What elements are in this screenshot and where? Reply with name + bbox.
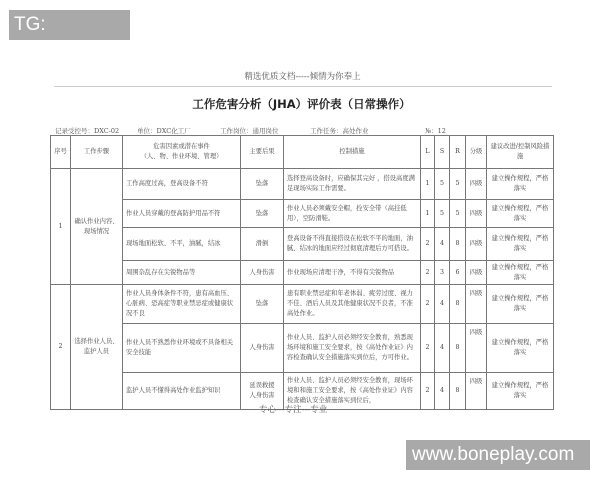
risk-grade: 四级 xyxy=(466,228,487,261)
watermark-top: TG: MYYJJPP xyxy=(9,10,130,40)
consequence: 坠落 xyxy=(241,285,284,324)
risk-grade: 四级 xyxy=(466,285,487,324)
control-measure: 作业人员必须戴安全帽，拴安全带（高挂低用），空防滑鞋。 xyxy=(284,200,421,228)
suggestion: 建立操作规程，严格落实 xyxy=(487,373,554,410)
table-row xyxy=(51,200,554,228)
suggestion: 建立操作规程，严格落实 xyxy=(487,285,554,324)
jha-table xyxy=(50,135,554,410)
likelihood: 2 xyxy=(421,373,435,410)
severity: 4 xyxy=(435,285,450,324)
severity: 4 xyxy=(435,324,450,373)
consequence: 坠落 xyxy=(241,169,284,200)
watermark-bottom: www.boneplay.com xyxy=(406,440,590,470)
risk: 5 xyxy=(450,200,466,228)
table-row xyxy=(51,285,554,324)
likelihood: 2 xyxy=(421,285,435,324)
risk: 6 xyxy=(450,261,466,285)
document-header-line: 精选优质文档-----倾情为你奉上 xyxy=(244,72,361,82)
row-number: 2 xyxy=(51,285,71,410)
likelihood: 2 xyxy=(421,228,435,261)
header-col-grade: 分级 xyxy=(466,136,487,169)
likelihood: 1 xyxy=(421,169,435,200)
unit: 单位：DXC化工厂 xyxy=(137,127,191,135)
page-title: 工作危害分析（JHA）评价表（日常操作） xyxy=(192,97,411,111)
risk-grade: 四级 xyxy=(466,169,487,200)
suggestion: 建立操作规程，严格落实 xyxy=(487,228,554,261)
sheet-number: №：12 xyxy=(425,127,446,135)
control-measure: 登高设备不得直接搭设在松软不平的地面，油腻、结冰的地面应经过彻底清理后方可搭设。 xyxy=(284,228,421,261)
control-measure: 作业现场应清理干净，不得有尖锐物品 xyxy=(284,261,421,285)
risk-grade: 四级 xyxy=(466,324,487,373)
consequence: 人身伤害 xyxy=(241,261,284,285)
header-col-step: 工作步骤 xyxy=(71,136,123,169)
control-measure: 患有职业禁忌症和年老体弱、疲劳过度、视力不佳、酒后人员及其他健康状况不良者，不准高处作业。 xyxy=(284,285,421,324)
table-row xyxy=(51,169,554,200)
table-row xyxy=(51,261,554,285)
risk-grade: 四级 xyxy=(466,373,487,410)
document-footer: 专心---专注---专业 xyxy=(259,405,328,415)
header-col-r: R xyxy=(450,136,466,169)
table-row xyxy=(51,228,554,261)
consequence: 人身伤害 xyxy=(241,324,284,373)
risk-grade: 四级 xyxy=(466,261,487,285)
severity: 5 xyxy=(435,200,450,228)
row-number: 1 xyxy=(51,169,71,285)
severity: 4 xyxy=(435,228,450,261)
hazard: 监护人员不懂得高处作业监护知识 xyxy=(123,373,241,410)
risk: 8 xyxy=(450,373,466,410)
control-measure: 作业人员、监护人员必须经安全教育，熟悉现场环境和施工安全要求，按《高处作业证》内容检查确认安全措施落实到位后，方可作业。 xyxy=(284,324,421,373)
likelihood: 1 xyxy=(421,200,435,228)
work-step: 选择作业人员、监护人员 xyxy=(71,285,123,410)
header-col-consequence: 主要后果 xyxy=(241,136,284,169)
control-measure: 选择登高设备时，应确保其完好 ，搭设高度满足现场实际工作需要。 xyxy=(284,169,421,200)
header-col-control: 控制措施 xyxy=(284,136,421,169)
severity: 5 xyxy=(435,169,450,200)
header-col-s: S xyxy=(435,136,450,169)
risk: 8 xyxy=(450,228,466,261)
likelihood: 2 xyxy=(421,261,435,285)
hazard: 现场地面松软、不平，油腻，结冰 xyxy=(123,228,241,261)
header-col-hazard: 危害因素或潜在事件 （人、物、作业环境、管理） xyxy=(123,136,241,169)
suggestion: 建立操作规程，严格落实 xyxy=(487,324,554,373)
suggestion: 建立操作规程，严格落实 xyxy=(487,200,554,228)
risk: 8 xyxy=(450,285,466,324)
consequence: 滑倒 xyxy=(241,228,284,261)
header-col-l: L xyxy=(421,136,435,169)
likelihood: 2 xyxy=(421,324,435,373)
hazard: 作业人员身体条件不符，患有高血压、心脏病、恐高症等职业禁忌症或健康状况不良 xyxy=(123,285,241,324)
record-number: 记录受控号：DXC-02 xyxy=(55,127,120,135)
header-divider xyxy=(54,86,552,87)
hazard: 周围杂乱存在尖锐物品等 xyxy=(123,261,241,285)
consequence: 延误救援 人身伤害 xyxy=(241,373,284,410)
header-col-no: 序号 xyxy=(51,136,71,169)
risk: 8 xyxy=(450,324,466,373)
hazard: 作业人员不熟悉作业环境或不具备相关安全技能 xyxy=(123,324,241,373)
risk-grade: 四级 xyxy=(466,200,487,228)
severity: 3 xyxy=(435,261,450,285)
hazard: 工作高度过高，登高设备不符 xyxy=(123,169,241,200)
table-header-row xyxy=(51,136,554,169)
severity: 4 xyxy=(435,373,450,410)
suggestion: 建立操作规程，严格落实 xyxy=(487,169,554,200)
suggestion: 建立操作规程，严格落实 xyxy=(487,261,554,285)
consequence: 坠落 xyxy=(241,200,284,228)
task: 工作任务：高处作业 xyxy=(310,127,369,135)
hazard: 作业人员穿戴的登高防护用品不符 xyxy=(123,200,241,228)
table-row xyxy=(51,324,554,373)
post: 工作岗位：通用岗位 xyxy=(220,127,279,135)
risk: 5 xyxy=(450,169,466,200)
work-step: 确认作业内容、现场情况 xyxy=(71,169,123,285)
control-measure: 作业人员、监护人员必须经安全教育，现场环境和和施工安全要求，按《高处作业证》内容检查确认安全措施落实到位后， xyxy=(284,373,421,410)
header-col-suggestion: 建议改进/控制风险措施 xyxy=(487,136,554,169)
